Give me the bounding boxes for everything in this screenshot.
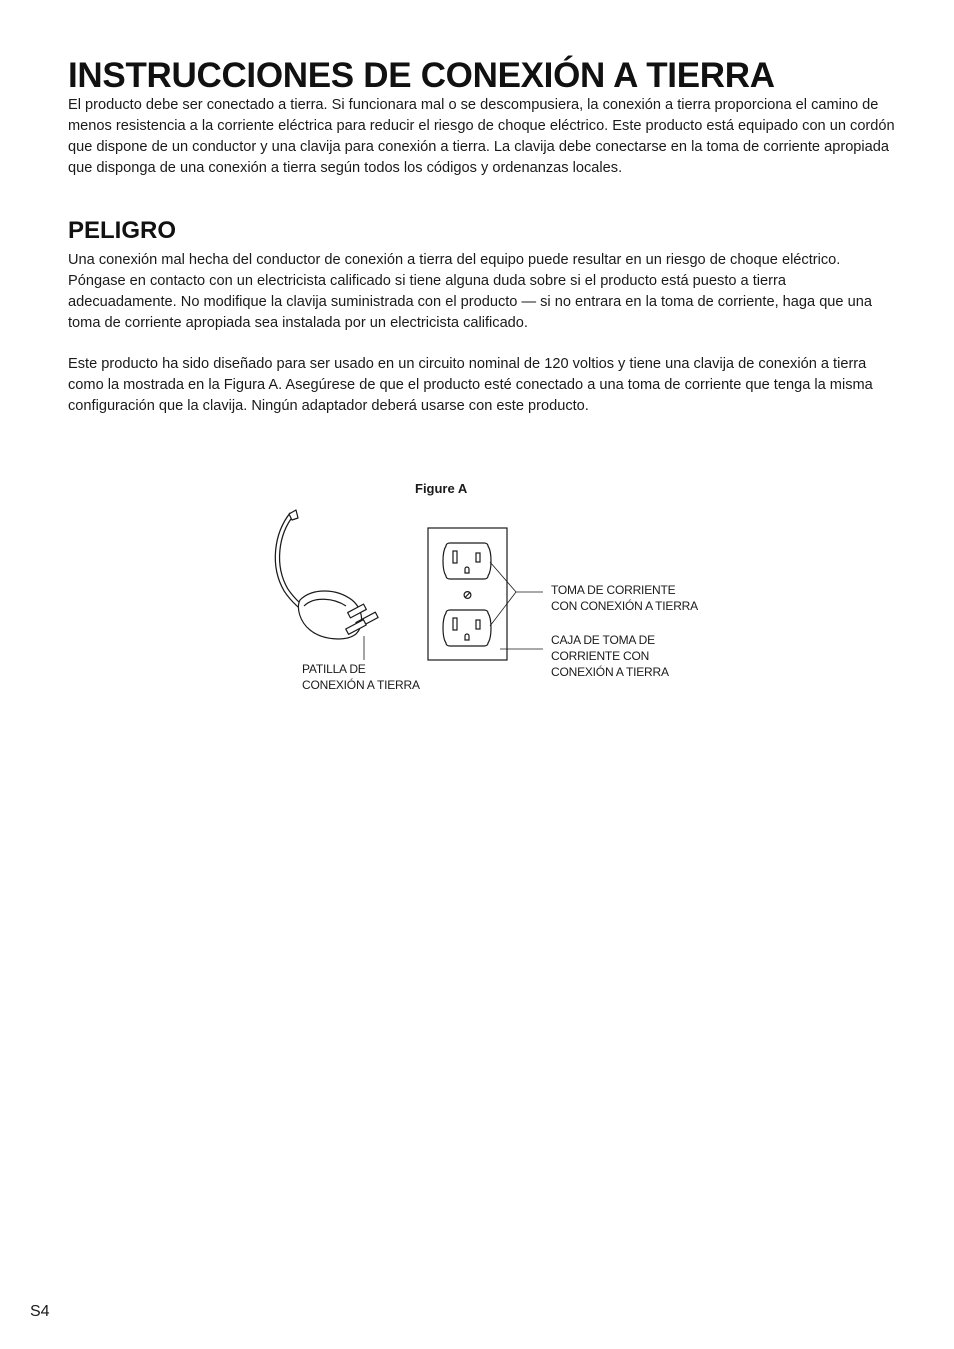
duplex-outlet-icon [428,528,507,660]
circuit-paragraph: Este producto ha sido diseñado para ser usado en un circuito nominal de 120 voltios y tiene una clavija de conexión a tierra como la mostrada en la Figura A. Asegúrese de que el producto esté conectado a una toma de corriente que tenga la misma configuración que la clavija. Ningún adaptador deberá usarse con este producto. [68,356,873,414]
figure-title: Figure A [415,481,468,496]
danger-heading: PELIGRO [68,217,177,244]
grounding-plug-icon [277,510,378,660]
grounding-prong-label: PATILLA DE CONEXIÓN A TIERRA [302,662,420,692]
danger-paragraph: Una conexión mal hecha del conductor de conexión a tierra del equipo puede resultar en un riesgo de choque eléctrico. Póngase en contacto con un electricista calificado si tiene alguna duda sobre si el producto está puesto a tierra adecuadamente. No modifique la clavija suministrada con el producto — si no entrara en la toma de corriente, haga que una toma de corriente apropiada sea instalada por un electricista calificado. [68,252,872,331]
intro-paragraph: El producto debe ser conectado a tierra. Si funcionara mal o se descompusiera, la conexión a tierra proporciona el camino de menos resistencia a la corriente eléctrica para reducir el riesgo de choque eléctrico. Este producto está equipado con un cordón que dispone de un conductor y una clavija para conexión a tierra. La clavija debe conectarse en la toma de corriente apropiada que disponga de una conexión a tierra según todos los códigos y ordenanzas locales. [68,97,895,176]
outlet-box-label: CAJA DE TOMA DE CORRIENTE CON CONEXIÓN A TIERRA [551,633,669,679]
outlet-label: TOMA DE CORRIENTE CON CONEXIÓN A TIERRA [551,583,698,613]
page-number: S4 [30,1303,50,1320]
page-title: INSTRUCCIONES DE CONEXIÓN A TIERRA [68,56,775,95]
